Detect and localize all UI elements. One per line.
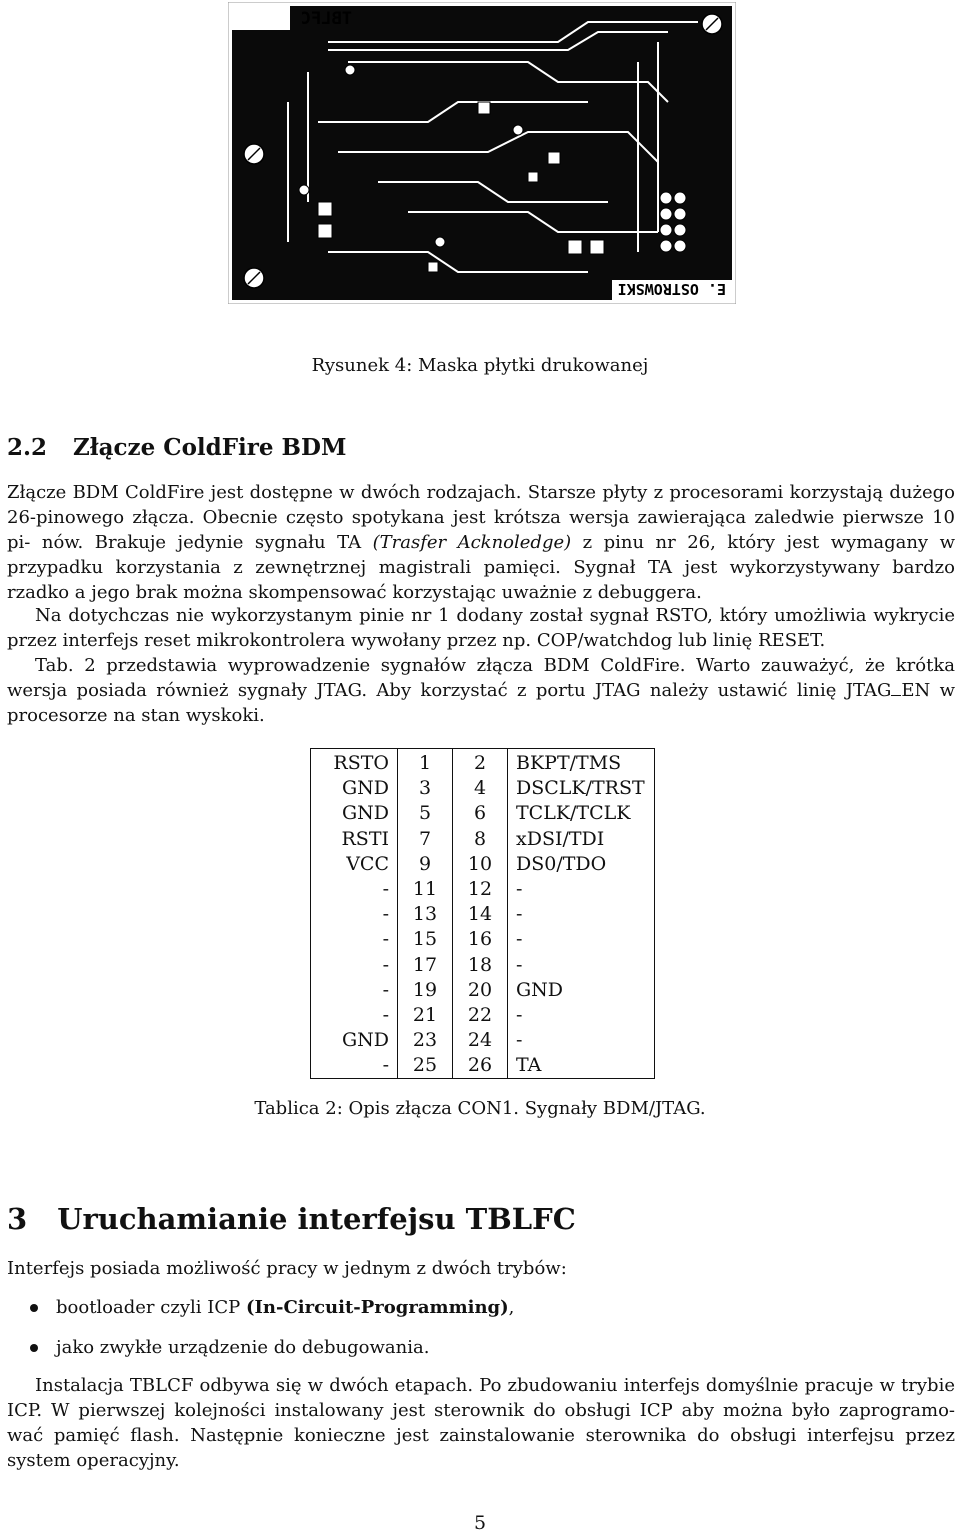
text-line: przez interfejs reset mikrokontrolera wywołany przez np. COP/watchdog lub linię RESET.: [7, 630, 826, 651]
list-item-text: bootloader czyli ICP: [56, 1297, 246, 1318]
table-cell: -: [508, 927, 655, 952]
table-cell: TA: [508, 1053, 655, 1079]
list-item: [0, 1296, 514, 1320]
text-line: operacyjny.: [76, 1450, 180, 1471]
table-cell: 11: [398, 877, 453, 902]
table-cell: RSTI: [311, 827, 398, 852]
table-cell: 8: [453, 827, 508, 852]
table-row: [311, 801, 655, 826]
table-cell: -: [311, 927, 398, 952]
table-cell: -: [508, 1003, 655, 1028]
table-cell: 4: [453, 776, 508, 801]
table-row: [311, 776, 655, 801]
table-cell: VCC: [311, 852, 398, 877]
table-cell: 3: [398, 776, 453, 801]
text-line: można skompensować korzystając uważnie z debuggera.: [183, 582, 702, 603]
table-row: [311, 953, 655, 978]
table-cell: BKPT/TMS: [508, 749, 655, 777]
section-heading-2-2: [7, 434, 346, 461]
text-line: na stan wyskoki.: [113, 705, 265, 726]
table-row: [311, 852, 655, 877]
section-title: Złącze ColdFire BDM: [73, 434, 347, 461]
page-number: 5: [473, 1512, 487, 1534]
section-number: 3: [7, 1202, 28, 1236]
table-row: [311, 1028, 655, 1053]
table-row: [311, 1053, 655, 1079]
table-cell: 7: [398, 827, 453, 852]
table-cell: -: [311, 877, 398, 902]
table-cell: -: [311, 953, 398, 978]
paragraph-intro-modes: Interfejs posiada możliwość pracy w jednym z dwóch trybów:: [7, 1258, 567, 1279]
paragraph-jtag: [7, 653, 955, 728]
table-cell: 16: [453, 927, 508, 952]
text-line: Złącze BDM ColdFire jest dostępne w dwóch rodzajach. Starsze płyty z procesorami korzystają dużego: [7, 482, 955, 503]
text-line: wać pamięć flash. Następnie konieczne jest zainstalowanie sterownika do obsługi interfejsu przez system: [7, 1425, 955, 1471]
paragraph-bdm-intro: [7, 480, 955, 605]
table-row: [311, 902, 655, 927]
mode-list: [0, 1296, 514, 1376]
table-cell: -: [508, 877, 655, 902]
text-line: z pinu nr 26, który jest wymagany w przypadku: [7, 532, 955, 578]
table-cell: RSTO: [311, 749, 398, 777]
table-cell: 18: [453, 953, 508, 978]
table-row: [311, 827, 655, 852]
table-row: [311, 927, 655, 952]
table-cell: -: [311, 1053, 398, 1079]
table-cell: 23: [398, 1028, 453, 1053]
text-italic: (Trasfer Acknoledge): [372, 532, 572, 553]
list-item-tail: ,: [508, 1297, 515, 1318]
table-cell: -: [311, 978, 398, 1003]
table-caption: Tablica 2: Opis złącza CON1. Sygnały BDM/JTAG.: [254, 1098, 706, 1119]
table-cell: 14: [453, 902, 508, 927]
table-cell: 12: [453, 877, 508, 902]
text-line: ICP. W pierwszej kolejności instalowany jest sterownik do obsługi ICP aby można było zaprogramo-: [7, 1400, 955, 1421]
text-line: Instalacja TBLCF odbywa się w dwóch etapach. Po zbudowaniu interfejs domyślnie pracuje w trybie: [35, 1375, 955, 1396]
table-cell: 21: [398, 1003, 453, 1028]
table-cell: 15: [398, 927, 453, 952]
table-cell: -: [508, 1028, 655, 1053]
bullet-icon: [30, 1344, 38, 1352]
table-row: [311, 749, 655, 777]
paragraph-rsto: [7, 603, 955, 653]
text-line: EN: [901, 680, 931, 701]
section-title: Uruchamianie interfejsu TBLFC: [57, 1202, 576, 1236]
pcb-label-top: TBLFC: [300, 9, 352, 29]
table-cell: 6: [453, 801, 508, 826]
text-line: 26-pinowego złącza. Obecnie często spotykana jest krótsza wersja zawierająca zaledwie pierwsze 10 pi-: [7, 507, 955, 553]
text-line: korzystania z zewnętrznej magistrali pamięci. Sygnał TA jest wykorzystywany bardzo rzadko a jego brak: [7, 557, 955, 603]
table-row: [311, 877, 655, 902]
table-cell: -: [311, 902, 398, 927]
table-cell: -: [508, 953, 655, 978]
table-cell: 13: [398, 902, 453, 927]
table-cell: 26: [453, 1053, 508, 1079]
table-cell: -: [311, 1003, 398, 1028]
list-item-bold: (In-Circuit-Programming): [245, 1297, 509, 1318]
table-cell: GND: [311, 1028, 398, 1053]
table-cell: 24: [453, 1028, 508, 1053]
text-line: posiada również sygnały JTAG. Aby korzystać z portu JTAG należy ustawić linię JTAG: [76, 680, 892, 701]
table-row: [311, 978, 655, 1003]
table-cell: xDSI/TDI: [508, 827, 655, 852]
table-cell: DSCLK/TRST: [508, 776, 655, 801]
figure-caption: Rysunek 4: Maska płytki drukowanej: [311, 355, 649, 376]
pcb-label-bottom: E. OSTROWSKI: [617, 280, 726, 298]
table-cell: 17: [398, 953, 453, 978]
text-line: Tab. 2 przedstawia wyprowadzenie sygnałów złącza BDM ColdFire. Warto zauważyć, że krótka wersja: [7, 655, 955, 701]
table-cell: 10: [453, 852, 508, 877]
table-cell: 20: [453, 978, 508, 1003]
pin-table-body: [311, 749, 655, 1079]
section-number: 2.2: [7, 434, 48, 461]
text-line: w procesorze: [7, 680, 955, 726]
bullet-icon: [30, 1304, 38, 1312]
table-cell: 2: [453, 749, 508, 777]
pcb-mask-image: [228, 2, 736, 304]
table-cell: 1: [398, 749, 453, 777]
table-cell: 19: [398, 978, 453, 1003]
text-line: nów. Brakuje jedynie sygnału TA: [41, 532, 373, 553]
table-cell: 25: [398, 1053, 453, 1079]
table-cell: GND: [311, 776, 398, 801]
section-heading-3: [7, 1202, 576, 1236]
table-cell: GND: [508, 978, 655, 1003]
table-cell: 9: [398, 852, 453, 877]
table-cell: TCLK/TCLK: [508, 801, 655, 826]
table-cell: 22: [453, 1003, 508, 1028]
pin-table: [310, 748, 655, 1079]
table-cell: 5: [398, 801, 453, 826]
table-cell: GND: [311, 801, 398, 826]
table-cell: -: [508, 902, 655, 927]
table-row: [311, 1003, 655, 1028]
text-line: Na dotychczas nie wykorzystanym pinie nr 1 dodany został sygnał RSTO, który umożliwia wykrycie: [35, 605, 955, 626]
paragraph-installation: [7, 1373, 955, 1473]
list-item-text: jako zwykłe urządzenie do debugowania.: [56, 1337, 430, 1358]
pcb-mask-figure: [228, 2, 736, 304]
list-item: [0, 1336, 514, 1360]
table-cell: DS0/TDO: [508, 852, 655, 877]
